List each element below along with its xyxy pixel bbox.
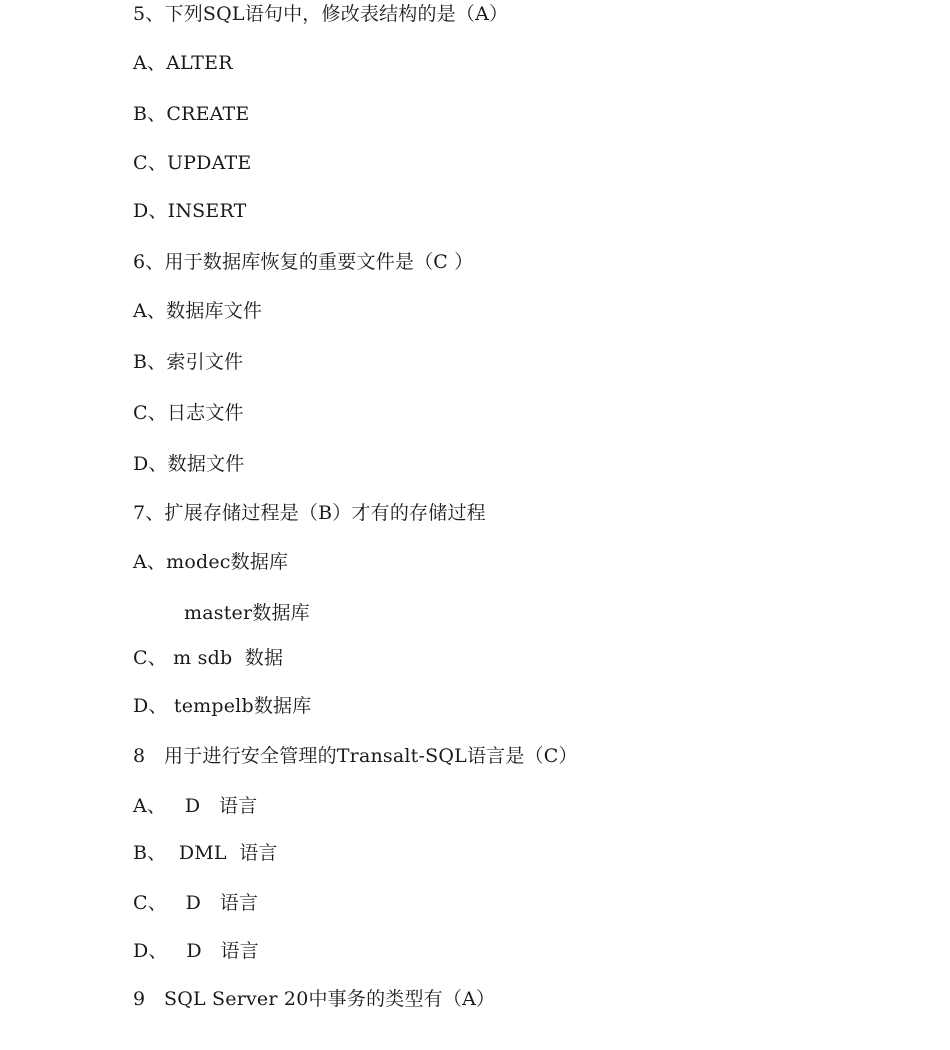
question-5-option-d: D、INSERT: [133, 200, 247, 222]
question-7-option-d: D、 tempelb数据库: [133, 695, 312, 717]
question-5-option-b: B、CREATE: [133, 103, 250, 125]
question-5-stem: 5、下列SQL语句中，修改表结构的是（A）: [133, 3, 509, 25]
question-6-option-d: D、数据文件: [133, 453, 245, 475]
question-8-option-a: A、 D 语言: [133, 795, 258, 817]
question-8-option-d: D、 D 语言: [133, 940, 259, 962]
question-8-option-b: B、 DML 语言: [133, 842, 278, 864]
question-6-stem: 6、用于数据库恢复的重要文件是（C ）: [133, 251, 474, 273]
question-6-option-b: B、索引文件: [133, 351, 244, 373]
question-5-option-a: A、ALTER: [133, 52, 233, 74]
question-7-option-c: C、 m sdb 数据: [133, 647, 284, 669]
question-9-stem: 9 SQL Server 20中事务的类型有（A）: [133, 988, 496, 1010]
question-6-option-a: A、数据库文件: [133, 300, 263, 322]
question-7-option-b: master数据库: [184, 602, 310, 624]
question-8-option-c: C、 D 语言: [133, 892, 259, 914]
question-7-option-a: A、modec数据库: [133, 551, 289, 573]
question-5-option-c: C、UPDATE: [133, 152, 252, 174]
question-8-stem: 8 用于进行安全管理的Transalt-SQL语言是（C）: [133, 745, 578, 767]
question-6-option-c: C、日志文件: [133, 402, 244, 424]
question-7-stem: 7、扩展存储过程是（B）才有的存储过程: [133, 502, 486, 524]
